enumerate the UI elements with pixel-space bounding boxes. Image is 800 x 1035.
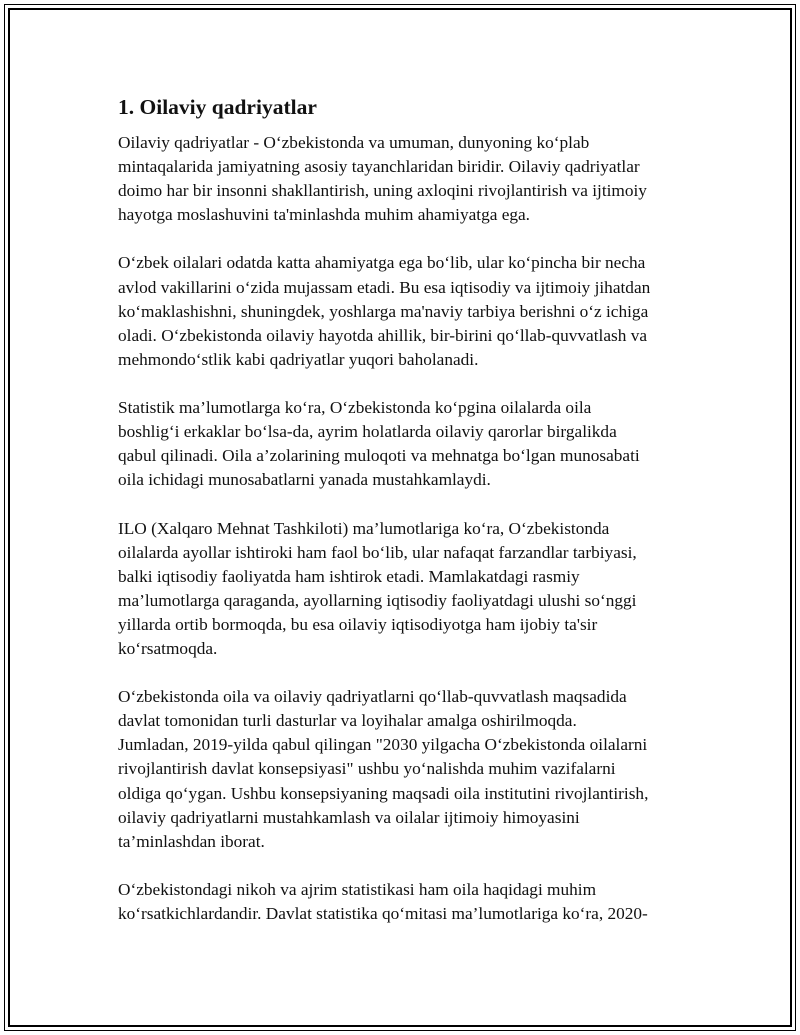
text-line: Oilaviy qadriyatlar - O‘zbekistonda va umuman, dunyoning ko‘plab (118, 133, 590, 152)
paragraph-statistics (118, 396, 688, 492)
text-line: Statistik ma’lumotlarga ko‘ra, O‘zbekistonda ko‘pgina oilalarda oila (118, 398, 592, 418)
paragraph-uzbek-families (118, 251, 688, 371)
section-heading: 1. Oilaviy qadriyatlar (118, 95, 317, 119)
paragraph-state-support (118, 685, 688, 854)
text-line: O‘zbekistonda oila va oilaviy qadriyatlarni qo‘llab-quvvatlash maqsadida (118, 687, 627, 707)
text-line: doimo har bir insonni shakllantirish, uning axloqini rivojlantirish va ijtimoiy (118, 181, 647, 201)
paragraph-intro (118, 131, 688, 227)
text-line: balki iqtisodiy faoliyatda ham ishtirok etadi. Mamlakatdagi rasmiy (118, 566, 580, 586)
text-line: oilaviy qadriyatlarni mustahkamlash va oilalar ijtimoiy himoyasini (118, 807, 580, 827)
text-line: rivojlantirish davlat konsepsiyasi" ushbu yo‘nalishda muhim vazifalarni (118, 759, 616, 779)
text-line: avlod vakillarini o‘zida mujassam etadi. Bu esa iqtisodiy va ijtimoiy jihatdan (118, 277, 651, 297)
text-line: ILO (Xalqaro Mehnat Tashkiloti) ma’lumotlariga ko‘ra, O‘zbekistonda (118, 518, 610, 538)
text-line: ta’minlashdan iborat. (118, 831, 265, 851)
text-line: ko‘rsatkichlardandir. Davlat statistika qo‘mitasi ma’lumotlariga ko‘ra, 2020- (118, 904, 648, 923)
text-line: mintaqalarida jamiyatning asosiy tayanchlaridan biridir. Oilaviy qadriyatlar (118, 157, 640, 177)
document-body (118, 93, 688, 950)
paragraph-ilo (118, 517, 688, 662)
text-line: Jumladan, 2019-yilda qabul qilingan "2030 yilgacha O‘zbekistonda oilalarni (118, 735, 648, 755)
text-line: boshlig‘i erkaklar bo‘lsa-da, ayrim holatlarda oilaviy qarorlar birgalikda (118, 422, 617, 442)
text-line: oladi. O‘zbekistonda oilaviy hayotda ahillik, bir-birini qo‘llab-quvvatlash va (118, 325, 648, 345)
text-line: O‘zbekistondagi nikoh va ajrim statistikasi ham oila haqidagi muhim (118, 879, 597, 899)
text-line: ko‘maklashishni, shuningdek, yoshlarga ma'naviy tarbiya berishni o‘z ichiga (118, 301, 649, 321)
text-line: hayotga moslashuvini ta'minlashda muhim ahamiyatga ega. (118, 205, 531, 225)
text-line: mehmondo‘stlik kabi qadriyatlar yuqori baholanadi. (118, 349, 479, 369)
paragraph-marriage-stats (118, 878, 688, 926)
text-line: oilalarda ayollar ishtiroki ham faol bo‘lib, ular nafaqat farzandlar tarbiyasi, (118, 542, 637, 562)
text-line: qabul qilinadi. Oila a’zolarining muloqoti va mehnatga bo‘lgan munosabati (118, 446, 640, 466)
text-line: yillarda ortib bormoqda, bu esa oilaviy iqtisodiyotga ham ijobiy ta'sir (118, 614, 598, 634)
text-line: oila ichidagi munosabatlarni yanada mustahkamlaydi. (118, 470, 491, 490)
text-line: ma’lumotlarga qaraganda, ayollarning iqtisodiy faoliyatdagi ulushi so‘nggi (118, 590, 637, 610)
text-line: davlat tomonidan turli dasturlar va loyihalar amalga oshirilmoqda. (118, 711, 577, 731)
text-line: ko‘rsatmoqda. (118, 638, 218, 658)
text-line: oldiga qo‘ygan. Ushbu konsepsiyaning maqsadi oila institutini rivojlantirish, (118, 783, 649, 803)
text-line: O‘zbek oilalari odatda katta ahamiyatga ega bo‘lib, ular ko‘pincha bir necha (118, 253, 646, 273)
